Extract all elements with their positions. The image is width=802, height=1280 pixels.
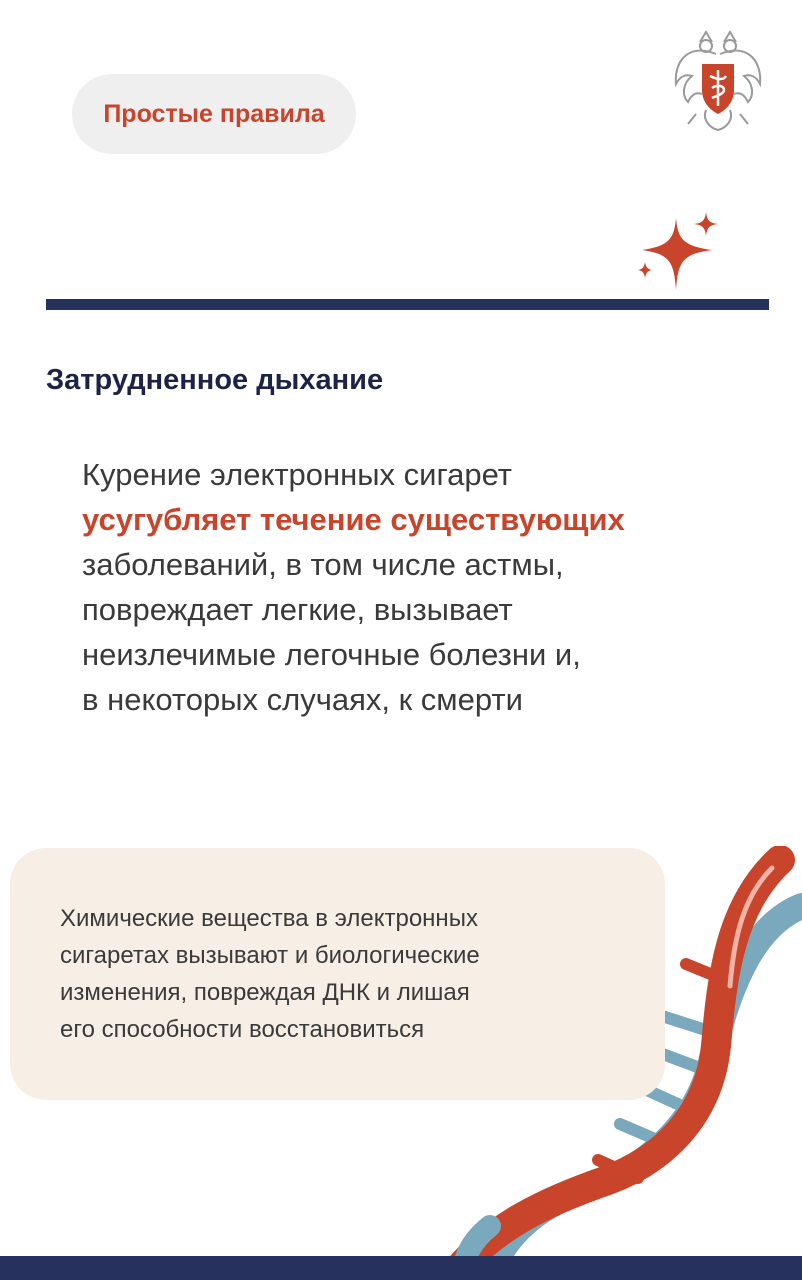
section-heading: Затрудненное дыхание bbox=[46, 364, 384, 396]
category-tag bbox=[72, 74, 356, 154]
card-line: Химические вещества в электронных bbox=[60, 905, 478, 932]
body-line: неизлечимые легочные болезни и, bbox=[82, 637, 581, 672]
card-line: его способности восстановиться bbox=[60, 1016, 425, 1043]
card-line: изменения, повреждая ДНК и лишая bbox=[60, 979, 470, 1006]
section-body bbox=[82, 452, 762, 722]
body-line-highlight: усугубляет течение существующих bbox=[82, 502, 625, 537]
sparkle-stars-icon bbox=[630, 208, 730, 296]
body-line: заболеваний, в том числе астмы, bbox=[82, 547, 564, 582]
info-card-text bbox=[60, 900, 660, 1048]
card-line: сигаретах вызывают и биологические bbox=[60, 942, 480, 969]
category-tag-label: Простые правила bbox=[103, 99, 325, 128]
ministry-emblem-icon bbox=[666, 24, 770, 136]
body-line: повреждает легкие, вызывает bbox=[82, 592, 513, 627]
body-line: в некоторых случаях, к смерти bbox=[82, 682, 523, 717]
section-divider bbox=[46, 299, 769, 310]
footer-bar bbox=[0, 1256, 802, 1280]
body-line: Курение электронных сигарет bbox=[82, 457, 513, 492]
